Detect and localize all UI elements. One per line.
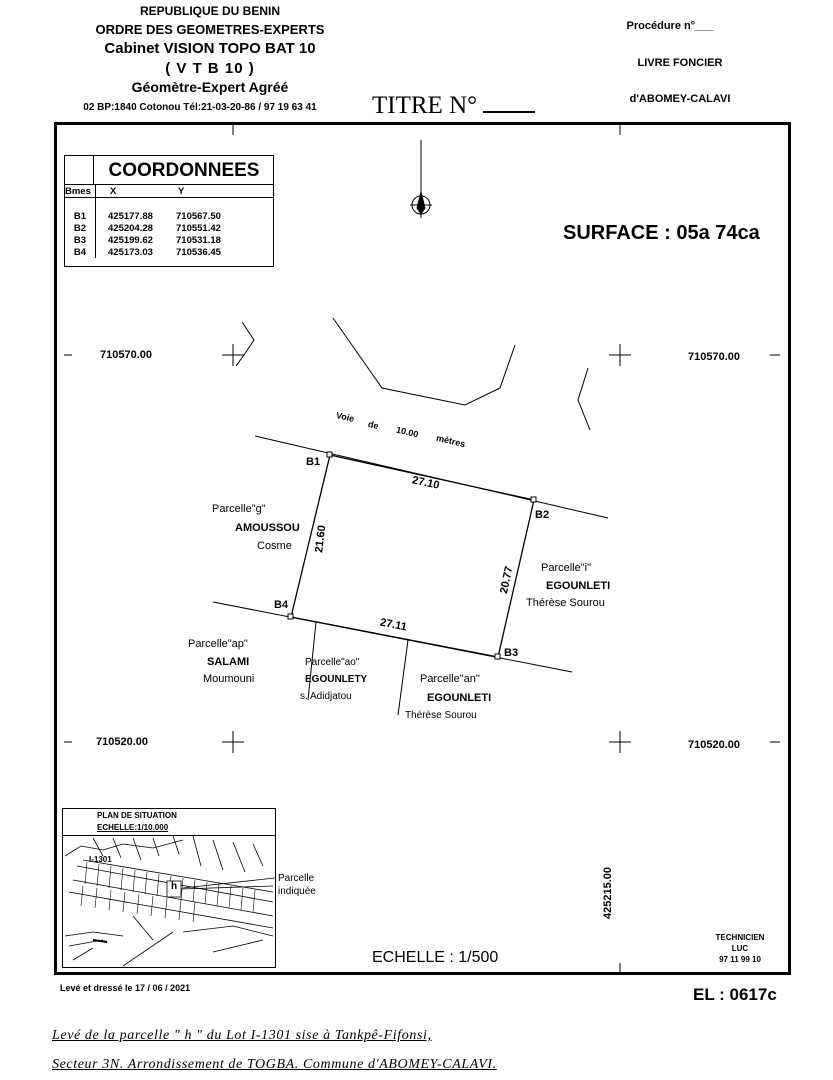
- parcel-i-name: Thérèse Sourou: [526, 597, 605, 609]
- grid-label-east: 425215.00: [602, 867, 614, 919]
- el-reference: EL : 0617c: [693, 985, 777, 1004]
- row-y: 710551.42: [176, 222, 221, 234]
- scale-label: ECHELLE : 1/500: [372, 949, 499, 966]
- corner-marker: [288, 614, 293, 619]
- row-x: 425173.03: [108, 246, 153, 258]
- grid-label-north: 710520.00: [96, 736, 148, 748]
- technicien-title: TECHNICIEN: [715, 933, 765, 942]
- grid-label-north: 710570.00: [100, 349, 152, 361]
- situation-plan: [62, 808, 276, 968]
- grid-label-north: 710520.00: [688, 739, 740, 751]
- livre-city: d'ABOMEY-CALAVI: [629, 93, 731, 105]
- table-row: [65, 222, 273, 234]
- technicien-phone: 97 11 99 10: [719, 955, 761, 964]
- footer-line-1: Levé de la parcelle " h " du Lot I-1301 sise à Tankpê-Fifonsi,: [52, 1028, 432, 1043]
- north-arrow-icon: [410, 140, 432, 218]
- parcel-ao-label: Parcelle"ao": [305, 657, 360, 668]
- titre-label: TITRE N°: [372, 92, 478, 119]
- road-curve: [236, 322, 254, 366]
- situation-marker: h: [171, 881, 178, 892]
- row-y: 710531.18: [176, 234, 221, 246]
- row-x: 425199.62: [108, 234, 153, 246]
- road-curve: [333, 318, 515, 405]
- parcel-i-label: Parcelle"i": [541, 562, 591, 574]
- parcel-ao-owner: EGOUNLETY: [305, 674, 368, 685]
- header-x: X: [110, 185, 117, 197]
- grid-cross: [222, 731, 244, 753]
- dimension-top: 27.10: [411, 474, 441, 492]
- corner-marker: [531, 497, 536, 502]
- procedure-number: Procédure n°___: [626, 20, 714, 32]
- coordinates-table: [64, 155, 274, 267]
- corner-marker: [327, 452, 332, 457]
- row-bmes: B1: [65, 210, 96, 222]
- header-address: 02 BP:1840 Cotonou Tél:21-03-20-86 / 97 19 63 41: [83, 102, 317, 113]
- row-x: 425204.28: [108, 222, 153, 234]
- road-label-metres: mètres: [435, 432, 467, 450]
- parcel-ap-owner: SALAMI: [207, 656, 250, 668]
- row-y: 710567.50: [176, 210, 221, 222]
- road-curve: [578, 368, 590, 430]
- situation-parcel-label: Parcelle: [278, 873, 315, 884]
- dimension-right: 20.77: [498, 565, 516, 595]
- header-y: Y: [178, 185, 185, 197]
- header-bmes: Bmes: [65, 185, 96, 198]
- parcel-an-name: Thérèse Sourou: [405, 710, 477, 721]
- corner-label-b3: B3: [504, 647, 519, 659]
- corner-label-b1: B1: [306, 456, 321, 468]
- row-bmes: B2: [65, 222, 96, 234]
- header-order: ORDRE DES GEOMETRES-EXPERTS: [95, 22, 325, 37]
- parcel-ao-name: s. Adidjatou: [300, 691, 352, 702]
- parcel-ap-name: Moumouni: [203, 673, 255, 685]
- parcel-an-owner: EGOUNLETI: [427, 692, 492, 704]
- road-label-de: de: [367, 418, 380, 432]
- grid-label-north: 710570.00: [688, 351, 740, 363]
- row-bmes: B3: [65, 234, 96, 246]
- table-row: [65, 210, 273, 222]
- situation-lot: I-1301: [89, 855, 112, 864]
- boundary-line: [398, 640, 408, 715]
- header-cabinet: Cabinet VISION TOPO BAT 10: [104, 40, 316, 57]
- livre-foncier: LIVRE FONCIER: [637, 57, 723, 69]
- dimension-bottom: 27.11: [379, 616, 408, 634]
- row-bmes: B4: [65, 246, 96, 258]
- row-x: 425177.88: [108, 210, 153, 222]
- dimension-left: 21.60: [313, 524, 329, 554]
- road-label-width: 10.00: [395, 424, 420, 440]
- header-agree: Géomètre-Expert Agréé: [131, 79, 289, 95]
- grid-cross: [609, 344, 631, 366]
- survey-date: Levé et dressé le 17 / 06 / 2021: [60, 983, 191, 993]
- situation-scale: ECHELLE:1/10.000: [97, 823, 169, 832]
- coordinates-grid: [65, 185, 273, 258]
- corner-marker: [495, 654, 500, 659]
- grid-cross: [222, 344, 244, 366]
- situation-title: PLAN DE SITUATION: [97, 811, 177, 820]
- parcel-g-name: Cosme: [257, 540, 292, 552]
- footer-line-2: Secteur 3N. Arrondissement de TOGBA. Commune d'ABOMEY-CALAVI.: [52, 1057, 497, 1072]
- table-row: [65, 234, 273, 246]
- header-vtb: ( V T B 10 ): [165, 60, 255, 77]
- parcel-g-owner: AMOUSSOU: [235, 522, 300, 534]
- coordinates-header-row: [65, 185, 273, 198]
- corner-label-b4: B4: [274, 599, 289, 611]
- coordinates-title: COORDONNEES: [108, 160, 260, 181]
- header-republic: REPUBLIQUE DU BENIN: [139, 4, 280, 18]
- parcel-g-label: Parcelle"g": [212, 503, 266, 515]
- situation-parcel-indicated: indiquée: [278, 886, 316, 897]
- grid-cross: [609, 731, 631, 753]
- surface-label: SURFACE : 05a 74ca: [563, 222, 760, 244]
- table-row: [65, 246, 273, 258]
- technicien-name: LUC: [731, 944, 749, 953]
- parcel-i-owner: EGOUNLETI: [546, 580, 611, 592]
- parcel-an-label: Parcelle"an": [420, 673, 480, 685]
- row-y: 710536.45: [176, 246, 221, 258]
- parcel-ap-label: Parcelle"ap": [188, 638, 248, 650]
- road-label-voie: Voie: [335, 410, 356, 424]
- corner-label-b2: B2: [535, 509, 550, 521]
